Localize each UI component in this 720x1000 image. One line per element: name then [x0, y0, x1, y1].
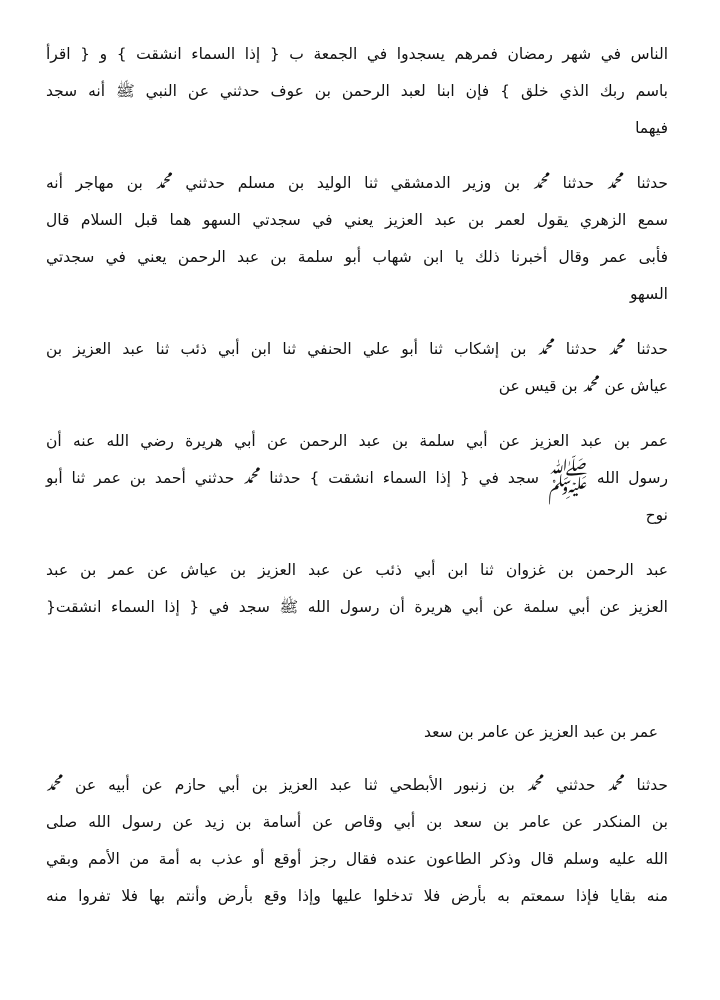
section-heading: عمر بن عبد العزيز عن عامر بن سعد: [424, 723, 658, 741]
text-line: عمر بن عبد العزيز عن أبي سلمة بن عبد الرحمن عن أبي هريرة رضي الله عنه أن: [46, 432, 668, 450]
text-line: عبد الرحمن بن غزوان ثنا ابن أبي ذئب عن عبد العزيز بن عياش عن عمر بن عبد: [46, 561, 668, 579]
text-line: العزيز عن أبي سلمة عن أبي هريرة أن رسول الله ﷺ سجد في { إذا السماء انشقت{: [46, 598, 668, 616]
text-line: منه بقايا فإذا سمعتم به بأرض فلا تدخلوا عليها وإذا وقع بأرض وأنتم بها فلا تفروا منه: [46, 887, 668, 905]
text-line: سمع الزهري يقول لعمر بن عبد العزيز يعني في سجدتي السهو هما قبل السلام قال: [46, 211, 668, 229]
text-line: عياش عن ﷴ بن قيس عن: [498, 377, 668, 395]
text-line: فأبى عمر وقال أخبرنا ذلك يا ابن شهاب أبو سلمة بن عبد الرحمن يعني في سجدتي: [46, 248, 668, 266]
paragraph-1: [46, 36, 668, 147]
text-line: السهو: [629, 285, 668, 303]
text-line: رسول الله ﷺ سجد في { إذا السماء انشقت } حدثنا ﷴ حدثني أحمد بن عمر ثنا أبو: [46, 469, 668, 487]
text-line: حدثنا ﷴ حدثنا ﷴ بن إشكاب ثنا أبو علي الحنفي ثنا ابن أبي ذئب ثنا عبد العزيز بن: [46, 340, 668, 358]
text-line: حدثنا ﷴ حدثنا ﷴ بن وزير الدمشقي ثنا الوليد بن مسلم حدثني ﷴ بن مهاجر أنه: [46, 174, 668, 192]
paragraph-3: [46, 331, 668, 405]
paragraph-final: [46, 767, 668, 915]
text-line: الله عليه وسلم قال وذكر الطاعون عنده فقال رجز أوقع أو عذب به أمة من الأمم وبقي: [46, 850, 668, 868]
text-line: فيهما: [635, 119, 668, 137]
paragraph-4: [46, 423, 668, 534]
paragraph-2: [46, 165, 668, 313]
text-line: باسم ربك الذي خلق } فإن ابنا لعبد الرحمن بن عوف حدثني عن النبي ﷺ أنه سجد: [46, 82, 668, 100]
paragraph-5: [46, 552, 668, 626]
text-line: حدثنا ﷴ حدثني ﷴ بن زنبور الأبطحي ثنا عبد العزيز بن أبي حازم عن أبيه عن ﷴ: [46, 776, 668, 794]
text-line: الناس في شهر رمضان فمرهم يسجدوا في الجمعة ب { إذا السماء انشقت } و { اقرأ: [46, 45, 668, 63]
text-line: نوح: [645, 506, 668, 524]
text-line: بن المنكدر عن عامر بن سعد بن أبي وقاص عن أسامة بن زيد عن رسول الله صلى: [46, 813, 668, 831]
